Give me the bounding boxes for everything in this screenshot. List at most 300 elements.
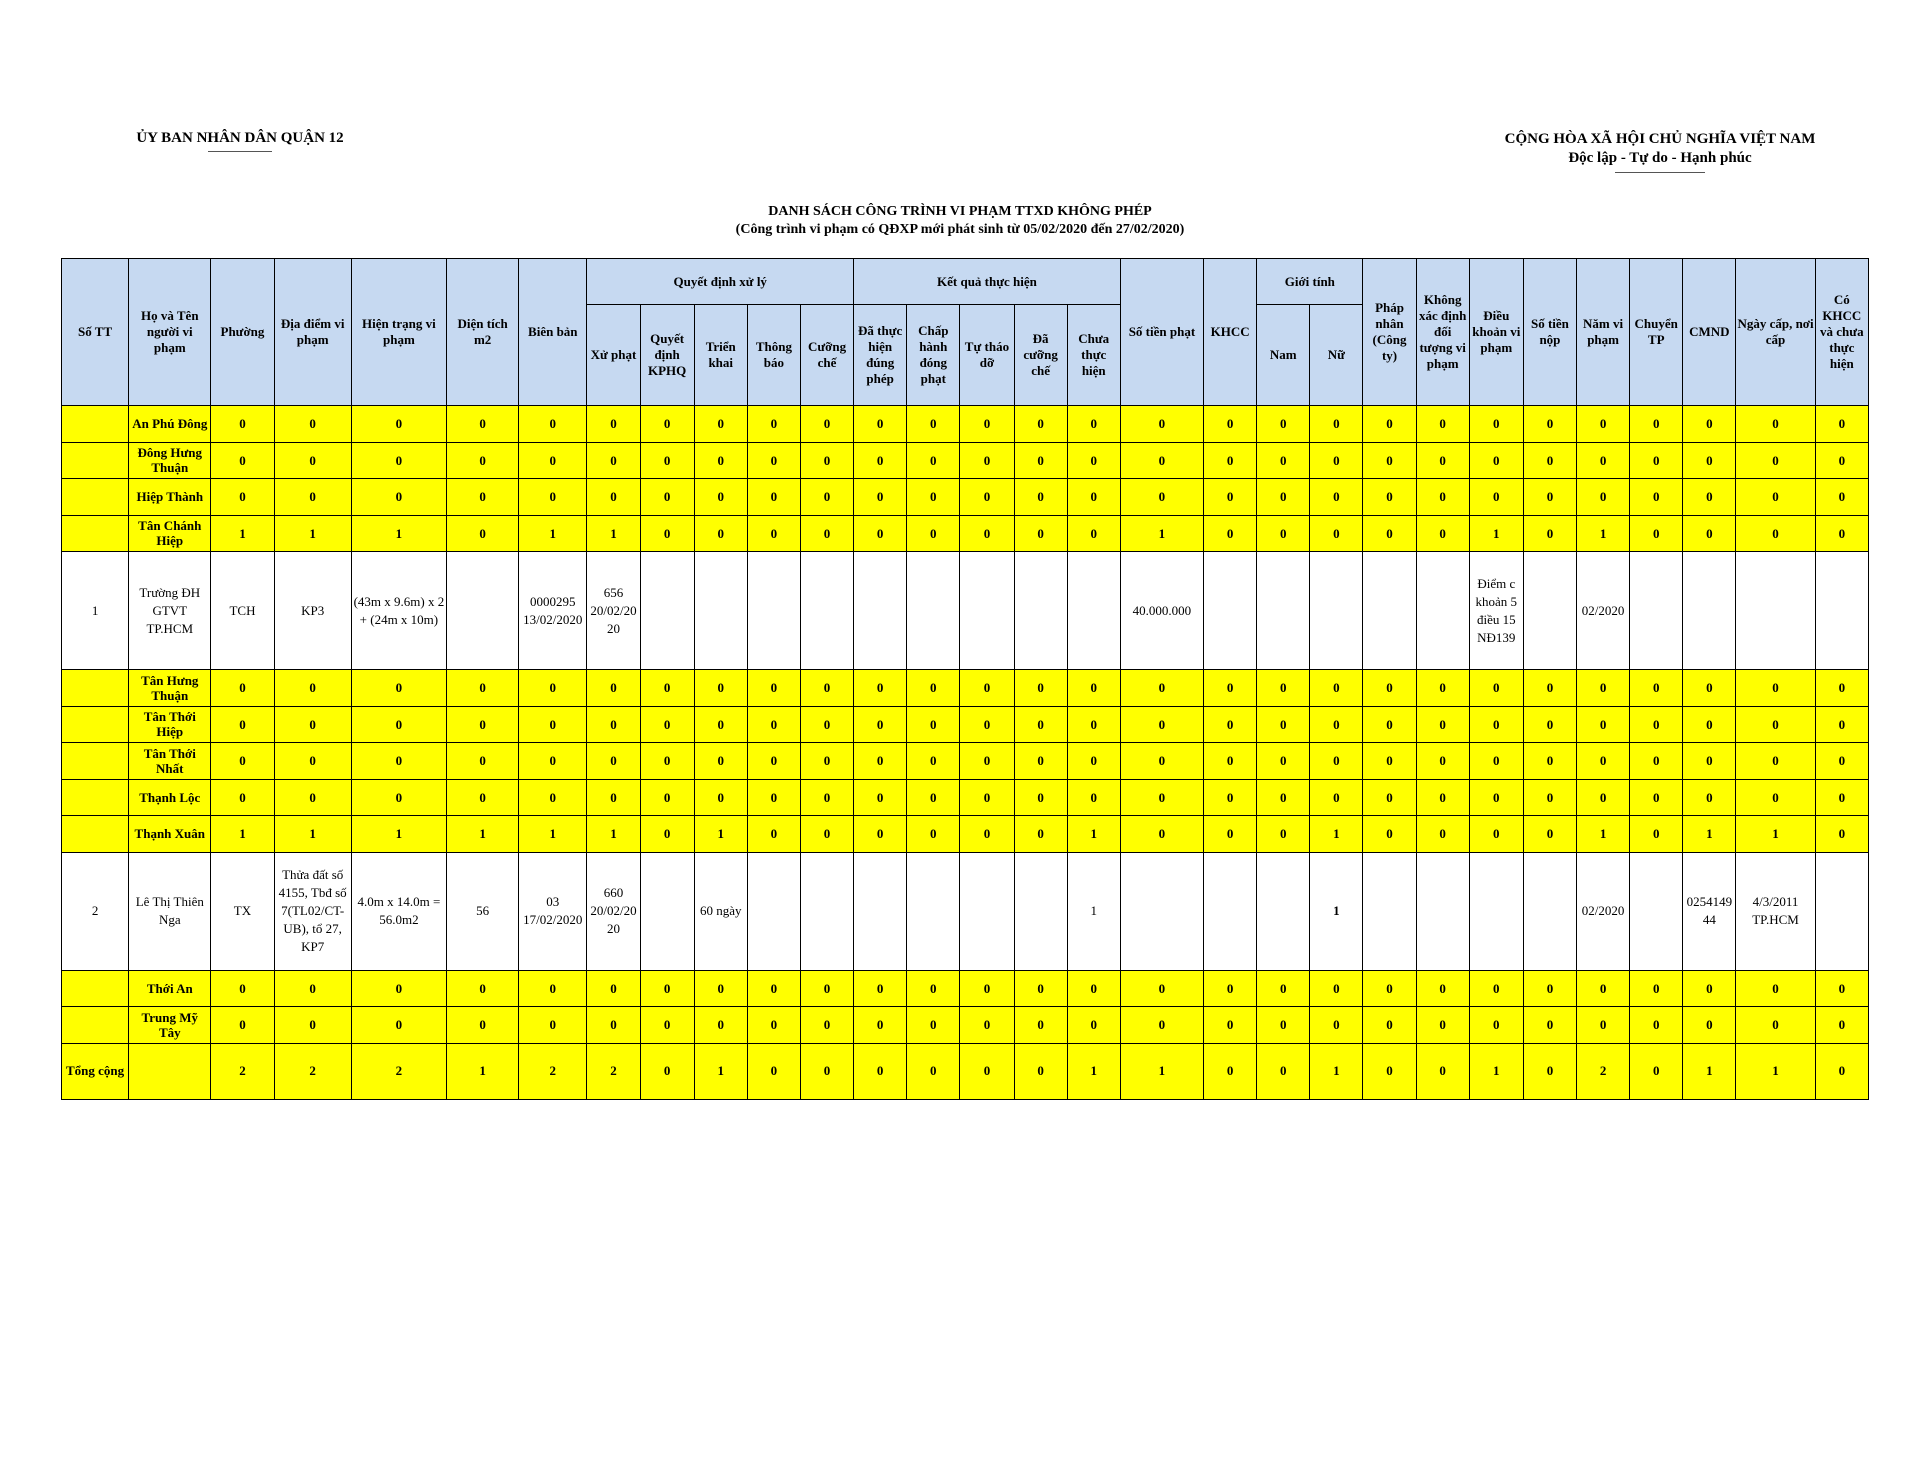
table-cell: 0 [694, 406, 747, 443]
table-cell: 0 [854, 779, 907, 816]
table-cell: 0 [694, 515, 747, 552]
table-cell: 0 [640, 442, 694, 479]
agency-underline [208, 151, 272, 152]
table-cell: 0 [907, 1007, 960, 1044]
col-phuong: Phường [211, 259, 274, 406]
table-cell: 0 [960, 706, 1014, 743]
table-cell: 0 [800, 479, 853, 516]
table-cell: 0 [1523, 743, 1576, 780]
table-cell: 0 [519, 406, 587, 443]
table-cell: 0 [1469, 406, 1523, 443]
table-cell: 0 [1736, 406, 1815, 443]
table-cell: TCH [211, 552, 274, 670]
table-cell: 0 [1257, 816, 1310, 853]
col-so-tien-phat: Số tiền phạt [1120, 259, 1203, 406]
table-cell: 0 [640, 970, 694, 1007]
table-cell: Trung Mỹ Tây [129, 1007, 211, 1044]
col-trien-khai: Triển khai [694, 305, 747, 406]
table-cell: 0 [351, 743, 446, 780]
table-cell: 0 [1120, 970, 1203, 1007]
col-xu-phat: Xử phạt [587, 305, 640, 406]
table-cell: 0 [1815, 515, 1868, 552]
table-cell: Thạnh Lộc [129, 779, 211, 816]
col-dieu-khoan: Điều khoản vi phạm [1469, 259, 1523, 406]
table-cell: 0 [800, 515, 853, 552]
table-cell [960, 552, 1014, 670]
table-cell [62, 779, 129, 816]
table-cell: 1 [1736, 1043, 1815, 1099]
table-cell [1204, 852, 1257, 970]
table-cell: Tân Chánh Hiệp [129, 515, 211, 552]
table-cell [1014, 852, 1067, 970]
table-cell: 0 [1736, 442, 1815, 479]
table-cell: 0 [1120, 779, 1203, 816]
col-nam-vi-pham: Năm vi phạm [1577, 259, 1630, 406]
table-cell: 0 [747, 670, 800, 707]
table-cell [1416, 852, 1469, 970]
table-cell: 0 [1310, 479, 1363, 516]
table-cell: 0 [1683, 1007, 1736, 1044]
table-cell: 656 20/02/2020 [587, 552, 640, 670]
table-cell [129, 1043, 211, 1099]
table-cell: 0 [1416, 779, 1469, 816]
table-cell: 40.000.000 [1120, 552, 1203, 670]
table-cell: 0 [640, 743, 694, 780]
table-cell: 0 [1310, 670, 1363, 707]
table-cell: 0 [960, 406, 1014, 443]
table-cell: 0 [1736, 743, 1815, 780]
table-cell: 0 [907, 670, 960, 707]
table-cell: 0 [1204, 706, 1257, 743]
table-cell: 0 [960, 743, 1014, 780]
table-cell: 0 [1416, 1007, 1469, 1044]
table-cell: 0 [1310, 406, 1363, 443]
table-cell: 0 [1815, 779, 1868, 816]
table-cell: 0 [1204, 743, 1257, 780]
table-cell: 0 [1257, 670, 1310, 707]
table-cell: 0 [274, 1007, 351, 1044]
col-qd-kphq: Quyết định KPHQ [640, 305, 694, 406]
table-cell: 0 [587, 970, 640, 1007]
col-ho-ten: Họ và Tên người vi phạm [129, 259, 211, 406]
table-cell [1523, 852, 1576, 970]
table-cell: Đông Hưng Thuận [129, 442, 211, 479]
table-cell: 0 [640, 1043, 694, 1099]
table-cell: 0 [1363, 816, 1416, 853]
table-cell: 0 [747, 743, 800, 780]
table-cell: 1 [62, 552, 129, 670]
table-cell: 1 [1469, 1043, 1523, 1099]
table-cell [1523, 552, 1576, 670]
table-cell: 0 [854, 479, 907, 516]
table-cell [62, 706, 129, 743]
table-cell: 0 [274, 670, 351, 707]
ward-row [62, 442, 1869, 479]
table-cell [1683, 552, 1736, 670]
table-cell: 0 [1736, 479, 1815, 516]
table-cell: 1 [587, 816, 640, 853]
table-cell: 0 [1416, 479, 1469, 516]
document-title [0, 203, 1920, 239]
table-cell: 0 [1014, 779, 1067, 816]
col-nu: Nữ [1310, 305, 1363, 406]
ward-row [62, 406, 1869, 443]
table-cell: 0 [1577, 743, 1630, 780]
table-cell: 0 [800, 442, 853, 479]
table-cell: 0 [1416, 706, 1469, 743]
table-cell: 0 [1736, 515, 1815, 552]
table-body [62, 406, 1869, 1100]
table-cell: 0 [1683, 706, 1736, 743]
table-cell: 0 [1630, 970, 1683, 1007]
table-cell: 0 [694, 442, 747, 479]
table-cell: 0 [800, 816, 853, 853]
table-cell: 0 [274, 706, 351, 743]
table-cell: 0 [587, 1007, 640, 1044]
table-cell: 0 [854, 1007, 907, 1044]
col-khcc: KHCC [1204, 259, 1257, 406]
table-cell: 0 [1257, 479, 1310, 516]
table-cell: 0 [351, 779, 446, 816]
table-cell: 1 [1120, 515, 1203, 552]
table-cell: 0 [1257, 970, 1310, 1007]
table-cell: 0 [1067, 706, 1120, 743]
table-cell: 2 [351, 1043, 446, 1099]
table-cell: 0 [1067, 1007, 1120, 1044]
table-cell: 0 [1815, 816, 1868, 853]
table-cell: 1 [519, 816, 587, 853]
col-da-thuc-hien: Đã thực hiện đúng phép [854, 305, 907, 406]
table-cell: 0 [907, 970, 960, 1007]
motto-underline [1615, 172, 1705, 173]
table-cell: 0 [694, 743, 747, 780]
table-cell: 1 [1067, 1043, 1120, 1099]
table-cell: 0 [1067, 406, 1120, 443]
table-cell: 0 [1683, 670, 1736, 707]
table-cell: 0 [1204, 1043, 1257, 1099]
table-cell: 0 [747, 779, 800, 816]
table-cell: 0 [351, 1007, 446, 1044]
table-cell: 0 [1416, 816, 1469, 853]
table-cell: 1 [1469, 515, 1523, 552]
table-cell: 0 [1363, 779, 1416, 816]
table-cell: 0 [1014, 1007, 1067, 1044]
table-cell: 0 [1257, 515, 1310, 552]
table-cell: 0 [960, 970, 1014, 1007]
table-cell: 0 [854, 706, 907, 743]
table-cell: 1 [1736, 816, 1815, 853]
table-cell: 1 [694, 1043, 747, 1099]
table-cell [1630, 852, 1683, 970]
table-cell: 0 [907, 706, 960, 743]
table-cell: 0 [1469, 970, 1523, 1007]
table-cell [640, 852, 694, 970]
total-row [62, 1043, 1869, 1099]
table-cell: 0 [694, 706, 747, 743]
table-cell [62, 816, 129, 853]
table-cell: 0 [447, 779, 519, 816]
table-cell: 0 [1630, 816, 1683, 853]
table-cell: 0 [447, 479, 519, 516]
table-cell: 0 [960, 515, 1014, 552]
table-cell: 0 [1363, 706, 1416, 743]
table-cell: 0 [274, 743, 351, 780]
table-cell [62, 442, 129, 479]
table-cell: 0 [640, 670, 694, 707]
table-cell: 0 [1815, 970, 1868, 1007]
table-cell: 0 [800, 406, 853, 443]
table-cell: 0 [1067, 479, 1120, 516]
table-cell: 0 [1120, 816, 1203, 853]
table-cell: 0 [960, 479, 1014, 516]
table-cell: 0 [747, 515, 800, 552]
table-cell: 0 [1577, 1007, 1630, 1044]
violations-table [61, 258, 1869, 1100]
table-cell: 0 [640, 479, 694, 516]
table-cell: 0 [907, 816, 960, 853]
table-cell [1257, 552, 1310, 670]
table-cell: 0 [587, 670, 640, 707]
col-phap-nhan: Pháp nhân (Công ty) [1363, 259, 1416, 406]
table-cell: 0 [800, 670, 853, 707]
table-cell: 0 [1577, 970, 1630, 1007]
table-cell: 0 [1120, 706, 1203, 743]
table-cell: 0 [640, 515, 694, 552]
table-cell: 0 [211, 779, 274, 816]
group-quyet-dinh: Quyết định xử lý [587, 259, 854, 305]
table-cell: 0 [587, 442, 640, 479]
table-cell: 0 [907, 743, 960, 780]
table-cell [447, 552, 519, 670]
table-cell: 0 [640, 816, 694, 853]
table-cell: Thạnh Xuân [129, 816, 211, 853]
table-cell: 0 [1736, 706, 1815, 743]
table-cell: 0 [1523, 706, 1576, 743]
table-cell: Trường ĐH GTVT TP.HCM [129, 552, 211, 670]
table-cell: 0 [1523, 779, 1576, 816]
table-cell: 0 [1416, 970, 1469, 1007]
table-cell: Tân Thới Hiệp [129, 706, 211, 743]
table-cell: 0 [1257, 442, 1310, 479]
table-cell: KP3 [274, 552, 351, 670]
table-cell: 0 [447, 970, 519, 1007]
col-dia-diem: Địa điểm vi phạm [274, 259, 351, 406]
national-name: CỘNG HÒA XÃ HỘI CHỦ NGHĨA VIỆT NAM [1504, 131, 1816, 147]
table-cell: 025414944 [1683, 852, 1736, 970]
table-cell: 0 [1815, 406, 1868, 443]
table-cell: 0 [907, 479, 960, 516]
table-cell: 0 [1363, 670, 1416, 707]
table-cell: 0 [1523, 515, 1576, 552]
table-cell: 0 [1204, 515, 1257, 552]
col-hien-trang: Hiện trạng vi phạm [351, 259, 446, 406]
table-cell: 1 [211, 515, 274, 552]
table-cell: 1 [447, 1043, 519, 1099]
table-cell: 0 [1257, 406, 1310, 443]
table-cell: 0 [854, 1043, 907, 1099]
table-cell: 2 [211, 1043, 274, 1099]
table-cell: 0 [274, 442, 351, 479]
table-cell: 0000295 13/02/2020 [519, 552, 587, 670]
table-cell [1469, 852, 1523, 970]
table-cell: 0 [1815, 479, 1868, 516]
table-cell: 0 [351, 670, 446, 707]
table-cell: 0 [1523, 816, 1576, 853]
table-cell: 0 [1630, 1043, 1683, 1099]
table-cell: 0 [351, 442, 446, 479]
ward-row [62, 479, 1869, 516]
table-cell: 0 [1014, 442, 1067, 479]
table-cell: 0 [1120, 1007, 1203, 1044]
table-cell: 0 [854, 515, 907, 552]
table-cell: Thửa đất số 4155, Tbđ số 7(TL02/CT-UB), tổ 27, KP7 [274, 852, 351, 970]
table-cell: 0 [1577, 442, 1630, 479]
table-cell: 0 [960, 442, 1014, 479]
table-cell: 0 [211, 743, 274, 780]
table-cell: 0 [1067, 442, 1120, 479]
col-so-tien-nop: Số tiền nộp [1523, 259, 1576, 406]
table-cell: 0 [960, 1043, 1014, 1099]
table-cell: 0 [960, 1007, 1014, 1044]
table-cell: 56 [447, 852, 519, 970]
group-gioi-tinh: Giới tính [1257, 259, 1363, 305]
table-cell: 0 [694, 779, 747, 816]
table-cell: Tân Thới Nhất [129, 743, 211, 780]
table-cell: 0 [1067, 743, 1120, 780]
table-cell: 0 [747, 970, 800, 1007]
table-cell [907, 552, 960, 670]
table-cell: 0 [1683, 479, 1736, 516]
table-cell: 0 [1736, 779, 1815, 816]
ward-row [62, 779, 1869, 816]
table-cell: 1 [211, 816, 274, 853]
table-cell [1120, 852, 1203, 970]
table-cell: 0 [1736, 670, 1815, 707]
agency-header [110, 130, 370, 152]
table-cell: 0 [447, 670, 519, 707]
ward-row [62, 670, 1869, 707]
table-cell: 0 [1204, 670, 1257, 707]
table-cell: Lê Thị Thiên Nga [129, 852, 211, 970]
table-cell: 2 [274, 1043, 351, 1099]
table-cell: 0 [1014, 406, 1067, 443]
table-cell: 0 [1363, 743, 1416, 780]
table-cell: 0 [1683, 970, 1736, 1007]
ward-row [62, 1007, 1869, 1044]
table-cell: 0 [1683, 743, 1736, 780]
table-cell: 0 [960, 670, 1014, 707]
table-cell [1310, 552, 1363, 670]
table-cell: 0 [854, 670, 907, 707]
table-cell: 60 ngày [694, 852, 747, 970]
table-cell: 0 [907, 442, 960, 479]
table-cell: 0 [1363, 479, 1416, 516]
table-cell: 0 [747, 442, 800, 479]
table-cell: 0 [1363, 406, 1416, 443]
table-cell: 0 [1257, 743, 1310, 780]
table-cell: 0 [747, 1043, 800, 1099]
table-cell: 0 [1257, 706, 1310, 743]
table-cell: 0 [1416, 670, 1469, 707]
ward-row [62, 743, 1869, 780]
table-cell: 0 [587, 706, 640, 743]
table-cell: 0 [519, 706, 587, 743]
table-cell: 0 [1523, 670, 1576, 707]
table-cell: 0 [1067, 515, 1120, 552]
table-cell [62, 515, 129, 552]
table-cell: Điểm c khoản 5 điều 15 NĐ139 [1469, 552, 1523, 670]
table-cell: 0 [1630, 515, 1683, 552]
table-cell: 0 [1736, 970, 1815, 1007]
ward-row [62, 970, 1869, 1007]
col-so-tt: Số TT [62, 259, 129, 406]
table-cell: 0 [1363, 515, 1416, 552]
table-cell: 0 [211, 1007, 274, 1044]
table-cell: 0 [519, 779, 587, 816]
table-cell [62, 479, 129, 516]
table-cell: 0 [907, 779, 960, 816]
table-cell: 0 [1815, 670, 1868, 707]
table-cell: 0 [640, 779, 694, 816]
table-cell: 0 [854, 406, 907, 443]
table-cell: 1 [447, 816, 519, 853]
table-cell: 0 [1257, 1007, 1310, 1044]
table-cell: 0 [1014, 515, 1067, 552]
table-cell: Hiệp Thành [129, 479, 211, 516]
ward-row [62, 816, 1869, 853]
table-cell: 0 [1815, 706, 1868, 743]
table-cell: 0 [1416, 515, 1469, 552]
table-cell: 0 [800, 743, 853, 780]
table-cell: 0 [211, 670, 274, 707]
table-cell: 0 [1683, 515, 1736, 552]
table-cell: 0 [1310, 970, 1363, 1007]
table-cell: 0 [854, 743, 907, 780]
table-cell: 0 [274, 779, 351, 816]
col-khong-xac-dinh: Không xác định đối tượng vi phạm [1416, 259, 1469, 406]
table-cell: 0 [351, 406, 446, 443]
table-cell: 0 [1815, 1043, 1868, 1099]
national-motto: Độc lập - Tự do - Hạnh phúc [1568, 150, 1752, 166]
table-cell: 0 [1523, 406, 1576, 443]
table-cell: 0 [800, 779, 853, 816]
table-cell: 0 [1363, 970, 1416, 1007]
table-cell: 0 [1469, 442, 1523, 479]
table-cell: 0 [274, 479, 351, 516]
table-cell: 0 [1523, 442, 1576, 479]
table-cell: 0 [1067, 670, 1120, 707]
table-cell: 0 [1120, 406, 1203, 443]
table-cell: 0 [1257, 779, 1310, 816]
table-cell: 0 [1204, 1007, 1257, 1044]
table-cell: 0 [640, 406, 694, 443]
table-cell: 0 [1577, 406, 1630, 443]
table-cell: 1 [274, 816, 351, 853]
table-cell: 0 [1577, 706, 1630, 743]
table-cell [800, 552, 853, 670]
table-cell: 0 [211, 442, 274, 479]
table-cell: 0 [747, 1007, 800, 1044]
table-cell: 0 [1363, 1007, 1416, 1044]
table-cell: 0 [211, 970, 274, 1007]
table-cell: 0 [1469, 670, 1523, 707]
table-cell: 0 [274, 406, 351, 443]
table-cell: 0 [519, 442, 587, 479]
col-cmnd: CMND [1683, 259, 1736, 406]
table-cell: 0 [1577, 479, 1630, 516]
table-cell: 0 [1416, 406, 1469, 443]
table-cell: 0 [1630, 442, 1683, 479]
